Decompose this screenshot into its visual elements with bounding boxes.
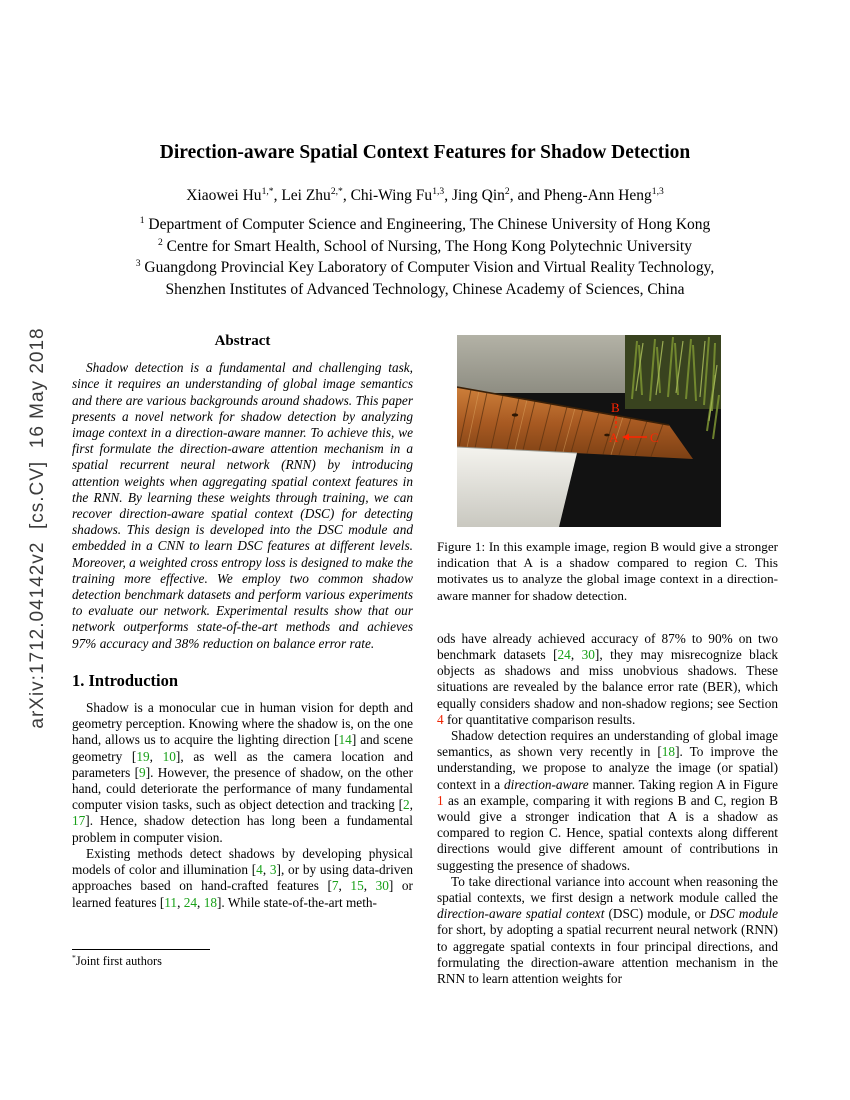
citation-link[interactable]: 30 bbox=[375, 878, 389, 894]
citation-link[interactable]: 4 bbox=[256, 862, 263, 878]
affiliation-3: $^3$ Guangdong Provincial Key Laboratory of Computer Vision and Virtual Reality Technology, bbox=[135, 257, 715, 276]
right-paragraph-3: To take directional variance into account when reasoning the spatial contexts, we first design a network module called the direction-aware spatial context (DSC) module, or DSC module for short, by adopting a spatial recurrent neural network (RNN) to aggregate spatial contexts in four principal directions, and formulating the direction-aware attention mechanism in the RNN to learn attention weights for bbox=[437, 873, 778, 987]
intro-paragraph-1: Shadow is a monocular cue in human vision for depth and geometry perception. Knowing where the shadow is, on the one hand, allows us to acquire the lighting direction [14] and scene geometry [19, 10], as well as the camera location and parameters [9]. However, the presence of shadow, on the other hand, could deteriorate the performance of many fundamental computer vision tasks, such as object detection and tracking [2, 17]. Hence, shadow detection has long been a fundamental problem in computer vision. bbox=[72, 700, 414, 845]
figure1-photo bbox=[457, 335, 721, 527]
section-ref-link[interactable]: 4 bbox=[437, 711, 444, 727]
citation-link[interactable]: 15 bbox=[350, 878, 364, 894]
arxiv-watermark: arXiv:1712.04142v2 [cs.CV] 16 May 2018 bbox=[27, 327, 48, 729]
affiliation-3-continued: Shenzhen Institutes of Advanced Technology, Chinese Academy of Sciences, China bbox=[165, 280, 685, 298]
author-list: Xiaowei $Hu^{1,*}$, Lei Zhu$^{2,*}$, Chi-Wing Fu$^{1,3}$, Jing Qin$^2$, and Pheng-Ann Heng$^{1,3}$ bbox=[186, 185, 664, 204]
citation-link[interactable]: 2 bbox=[403, 797, 410, 813]
figure-label-b: B bbox=[611, 400, 620, 415]
citation-link[interactable]: 10 bbox=[162, 748, 176, 764]
citation-link[interactable]: 9 bbox=[139, 764, 146, 780]
paper-header bbox=[85, 141, 765, 300]
citation-link[interactable]: 30 bbox=[581, 647, 595, 663]
section-heading-introduction: 1. Introduction bbox=[72, 670, 179, 690]
citation-link[interactable]: 24 bbox=[183, 894, 198, 910]
bench-front-face bbox=[457, 447, 577, 527]
figure1 bbox=[457, 335, 721, 527]
intro-paragraph-2: Existing methods detect shadows by developing physical models of color and illumination [4, 3], or by using data-driven approaches based on hand-crafted features [7, 15, 30] or learned features [11, 24, 18]. While state-of-the-art meth- bbox=[72, 845, 414, 910]
citation-link[interactable]: 17 bbox=[72, 813, 86, 829]
abstract-heading: Abstract bbox=[214, 333, 271, 349]
wood-knot-1 bbox=[512, 413, 518, 416]
citation-link[interactable]: 18 bbox=[203, 894, 217, 910]
affiliation-1: $^1$ Department of Computer Science and Engineering, The Chinese University of Hong Kong bbox=[139, 214, 711, 233]
footnote-text: *Joint first authors bbox=[72, 952, 162, 968]
citation-link[interactable]: 19 bbox=[136, 748, 150, 764]
right-paragraph-2: Shadow detection requires an understanding of global image semantics, as shown very recently in [18]. To improve the understanding, we propose to analyze the image (or spatial) context in a direction-aware manner. Taking region A in Figure 1 as an example, comparing it with regions B and C, region B would give a stronger indication that A is a shadow as compared to region C. Hence, spatial contexts along different directions would give different amount of contributions in suggesting the presence of shadows. bbox=[437, 728, 778, 873]
affiliation-2: $^2$ Centre for Smart Health, School of Nursing, The Hong Kong Polytechnic University bbox=[157, 236, 692, 255]
citation-link[interactable]: 3 bbox=[269, 862, 277, 878]
abstract-text: Shadow detection is a fundamental and challenging task, since it requires an understanding of global image semantics and there are various backgrounds around shadows. This paper presents a novel network for shadow detection by analyzing image context in a direction-aware manner. To achieve this, we first formulate the direction-aware attention mechanism in a spatial recurrent neural network (RNN) by introducing attention weights when aggregating spatial context features in the RNN. By learning these weights through training, we can recover direction-aware spatial context (DSC) for detecting shadows. This design is developed into the DSC module and embedded in a CNN to learn DSC features at different levels. Moreover, a weighted cross entropy loss is designed to make the training more effective. We employ two common shadow detection benchmark datasets and perform various experiments to evaluate our network. Experimental results show that our network outperforms state-of-the-art methods and achieves 97% accuracy and 38% reduction on balance error rate. bbox=[72, 360, 413, 651]
figure-ref-link[interactable]: 1 bbox=[437, 792, 444, 808]
footnote-rule bbox=[72, 949, 210, 950]
right-paragraph-1: ods have already achieved accuracy of 87% to 90% on two benchmark datasets [24, 30], they may misrecognize black objects as shadows and miss unobvious shadows. These situations are revealed by the balance error rate (BER), which equally considers shadow and non-shadow regions; see Section 4 for quantitative comparison results. bbox=[437, 630, 778, 727]
footnote bbox=[72, 949, 413, 969]
left-column bbox=[72, 333, 413, 911]
paper-title: Direction-aware Spatial Context Features for Shadow Detection bbox=[159, 142, 691, 163]
figure-label-a: A bbox=[609, 430, 619, 445]
figure1-caption: Figure 1: In this example image, region B would give a stronger indication that A is a shadow compared to region C. This motivates us to analyze the global image context in a direction-aware manner for shadow detection. bbox=[437, 539, 778, 603]
citation-link[interactable]: 24 bbox=[557, 647, 571, 663]
figure-label-c: C bbox=[650, 430, 659, 445]
citation-link[interactable]: 11 bbox=[164, 894, 178, 910]
citation-link[interactable]: 7 bbox=[331, 878, 339, 894]
citation-link[interactable]: 18 bbox=[661, 744, 676, 760]
citation-link[interactable]: 14 bbox=[338, 732, 352, 748]
right-column bbox=[437, 333, 778, 987]
